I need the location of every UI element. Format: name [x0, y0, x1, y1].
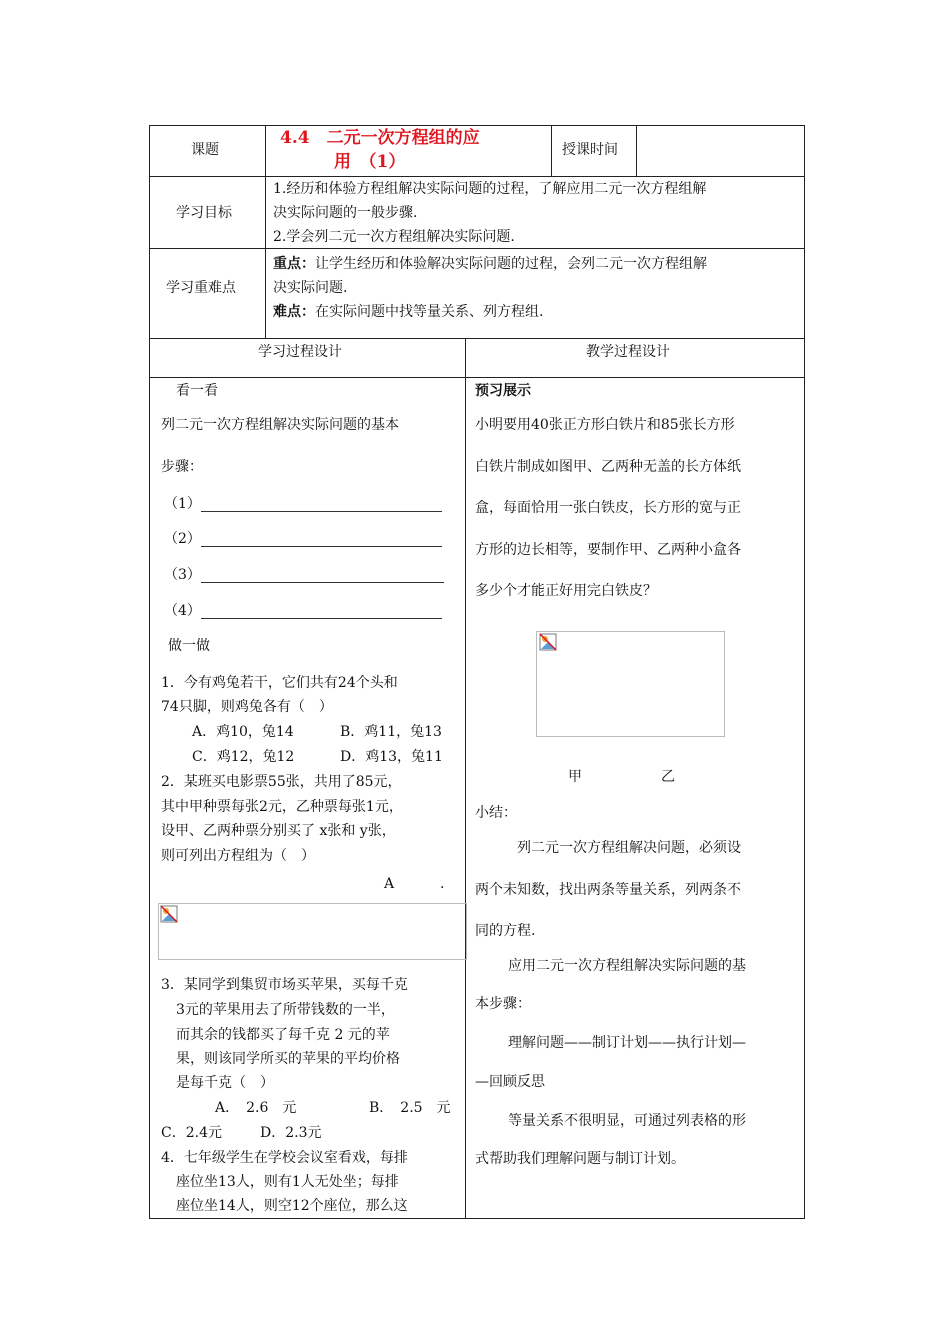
question-3: 而其余的钱都买了每千克 2 元的苹 [176, 1027, 390, 1043]
basic-steps-line: 本步骤： [475, 996, 531, 1012]
step-blank[interactable] [201, 618, 442, 619]
step-blank[interactable] [201, 546, 442, 547]
goals-line: 2.学会列二元一次方程组解决实际问题. [273, 229, 515, 245]
q1-option-a: A．鸡10，兔14 [192, 724, 294, 740]
look-heading: 看一看 [176, 383, 218, 399]
step-blank[interactable] [201, 582, 444, 583]
summary-line: 同的方程. [475, 923, 536, 939]
summary-line: 两个未知数，找出两条等量关系，列两条不 [475, 882, 741, 898]
question-2: 则可列出方程组为（ ） [161, 848, 315, 864]
row-divider [149, 176, 805, 177]
preview-problem-line: 方形的边长相等，要制作甲、乙两种小盒各 [475, 542, 741, 558]
key-prefix: 重点： [273, 256, 315, 272]
key-points-label: 学习重难点 [166, 280, 236, 296]
key-point-line-2: 决实际问题. [273, 280, 348, 296]
question-4: 座位坐14人，则空12个座位，那么这 [176, 1198, 408, 1214]
do-heading: 做一做 [168, 638, 210, 654]
q1-option-c: C．鸡12，兔12 [192, 749, 295, 765]
step-number: （3） [164, 567, 201, 583]
table-border-right [804, 125, 805, 1219]
question-1: 1．今有鸡兔若干，它们共有24个头和 [161, 675, 398, 691]
lesson-title-line1: 4.4 二元一次方程组的应 [280, 128, 480, 148]
process-steps-line: 理解问题——制订计划——执行计划— [508, 1035, 746, 1051]
subject-label: 课题 [191, 142, 219, 158]
q3-option-c: C．2.4元 [161, 1125, 222, 1141]
question-3: 果，则该同学所买的苹果的平均价格 [176, 1051, 400, 1067]
question-3: 是每千克（ ） [176, 1075, 274, 1091]
table-border-top [149, 125, 805, 126]
key-text: 让学生经历和体验解决实际问题的过程，会列二元一次方程组解 [315, 256, 707, 272]
q2-option-a: A [384, 876, 395, 892]
step-blank[interactable] [201, 511, 442, 512]
box-figure-placeholder [536, 631, 725, 737]
preview-heading: 预习展示 [475, 383, 531, 399]
tip-line: 式帮助我们理解问题与制订计划。 [475, 1151, 685, 1167]
preview-problem-line: 多少个才能正好用完白铁皮？ [475, 583, 657, 599]
preview-problem-line: 白铁片制成如图甲、乙两种无盖的长方体纸 [475, 459, 741, 475]
summary-heading: 小结： [475, 805, 517, 821]
class-time-label: 授课时间 [562, 142, 618, 158]
broken-image-icon [539, 633, 557, 651]
q2-option-dot: . [440, 876, 445, 892]
equation-image-placeholder [158, 903, 467, 960]
basic-steps-line: 应用二元一次方程组解决实际问题的基 [508, 958, 746, 974]
question-4: 座位坐13人，则有1人无处坐；每排 [176, 1174, 399, 1190]
table-border-left [149, 125, 150, 1219]
tip-line: 等量关系不很明显，可通过列表格的形 [508, 1113, 746, 1129]
q3-option-a: A． 2.6 元 [215, 1100, 297, 1116]
steps-intro: 列二元一次方程组解决实际问题的基本 [161, 417, 399, 433]
q3-option-d: D．2.3元 [260, 1125, 322, 1141]
hard-point-line [273, 305, 543, 319]
goals-label: 学习目标 [176, 205, 232, 221]
question-3: 3元的苹果用去了所带钱数的一半， [176, 1002, 395, 1018]
row-divider [149, 248, 805, 249]
hard-text: 在实际问题中找等量关系、列方程组. [315, 304, 544, 320]
figure-label-yi: 乙 [661, 769, 675, 785]
time-column-divider [636, 125, 637, 177]
goals-line: 决实际问题的一般步骤. [273, 205, 418, 221]
lesson-title-line2: 用 （1） [334, 152, 406, 172]
question-3: 3．某同学到集贸市场买苹果，买每千克 [161, 977, 408, 993]
broken-image-icon [160, 905, 178, 923]
process-column-divider [465, 338, 466, 1219]
summary-line: 列二元一次方程组解决问题，必须设 [517, 840, 741, 856]
steps-intro: 步骤： [161, 459, 203, 475]
preview-problem-line: 小明要用40张正方形白铁片和85张长方形 [475, 417, 735, 433]
right-column-header: 教学过程设计 [586, 344, 670, 360]
preview-problem-line: 盒，每面恰用一张白铁皮，长方形的宽与正 [475, 500, 741, 516]
row-divider [149, 338, 805, 339]
table-border-bottom [149, 1218, 805, 1219]
label-column-divider [265, 125, 266, 339]
step-number: （1） [164, 496, 201, 512]
step-number: （4） [164, 603, 201, 619]
question-2: 其中甲种票每张2元，乙种票每张1元， [161, 799, 403, 815]
question-2: 2．某班买电影票55张，共用了85元， [161, 774, 402, 790]
q1-option-d: D．鸡13，兔11 [340, 749, 443, 765]
question-2: 设甲、乙两种票分别买了 x张和 y张， [161, 823, 396, 839]
key-point-line [273, 257, 707, 271]
hard-prefix: 难点： [273, 304, 315, 320]
figure-label-jia: 甲 [568, 769, 582, 785]
question-4: 4．七年级学生在学校会议室看戏，每排 [161, 1150, 408, 1166]
q1-option-b: B．鸡11，兔13 [340, 724, 442, 740]
row-divider [149, 377, 805, 378]
process-steps-line: —回顾反思 [475, 1074, 545, 1090]
question-1: 74只脚，则鸡兔各有（ ） [161, 699, 333, 715]
goals-line: 1.经历和体验方程组解决实际问题的过程，了解应用二元一次方程组解 [273, 181, 707, 197]
q3-option-b: B． 2.5 元 [369, 1100, 451, 1116]
title-column-divider [551, 125, 552, 177]
step-number: （2） [164, 531, 201, 547]
left-column-header: 学习过程设计 [258, 344, 342, 360]
